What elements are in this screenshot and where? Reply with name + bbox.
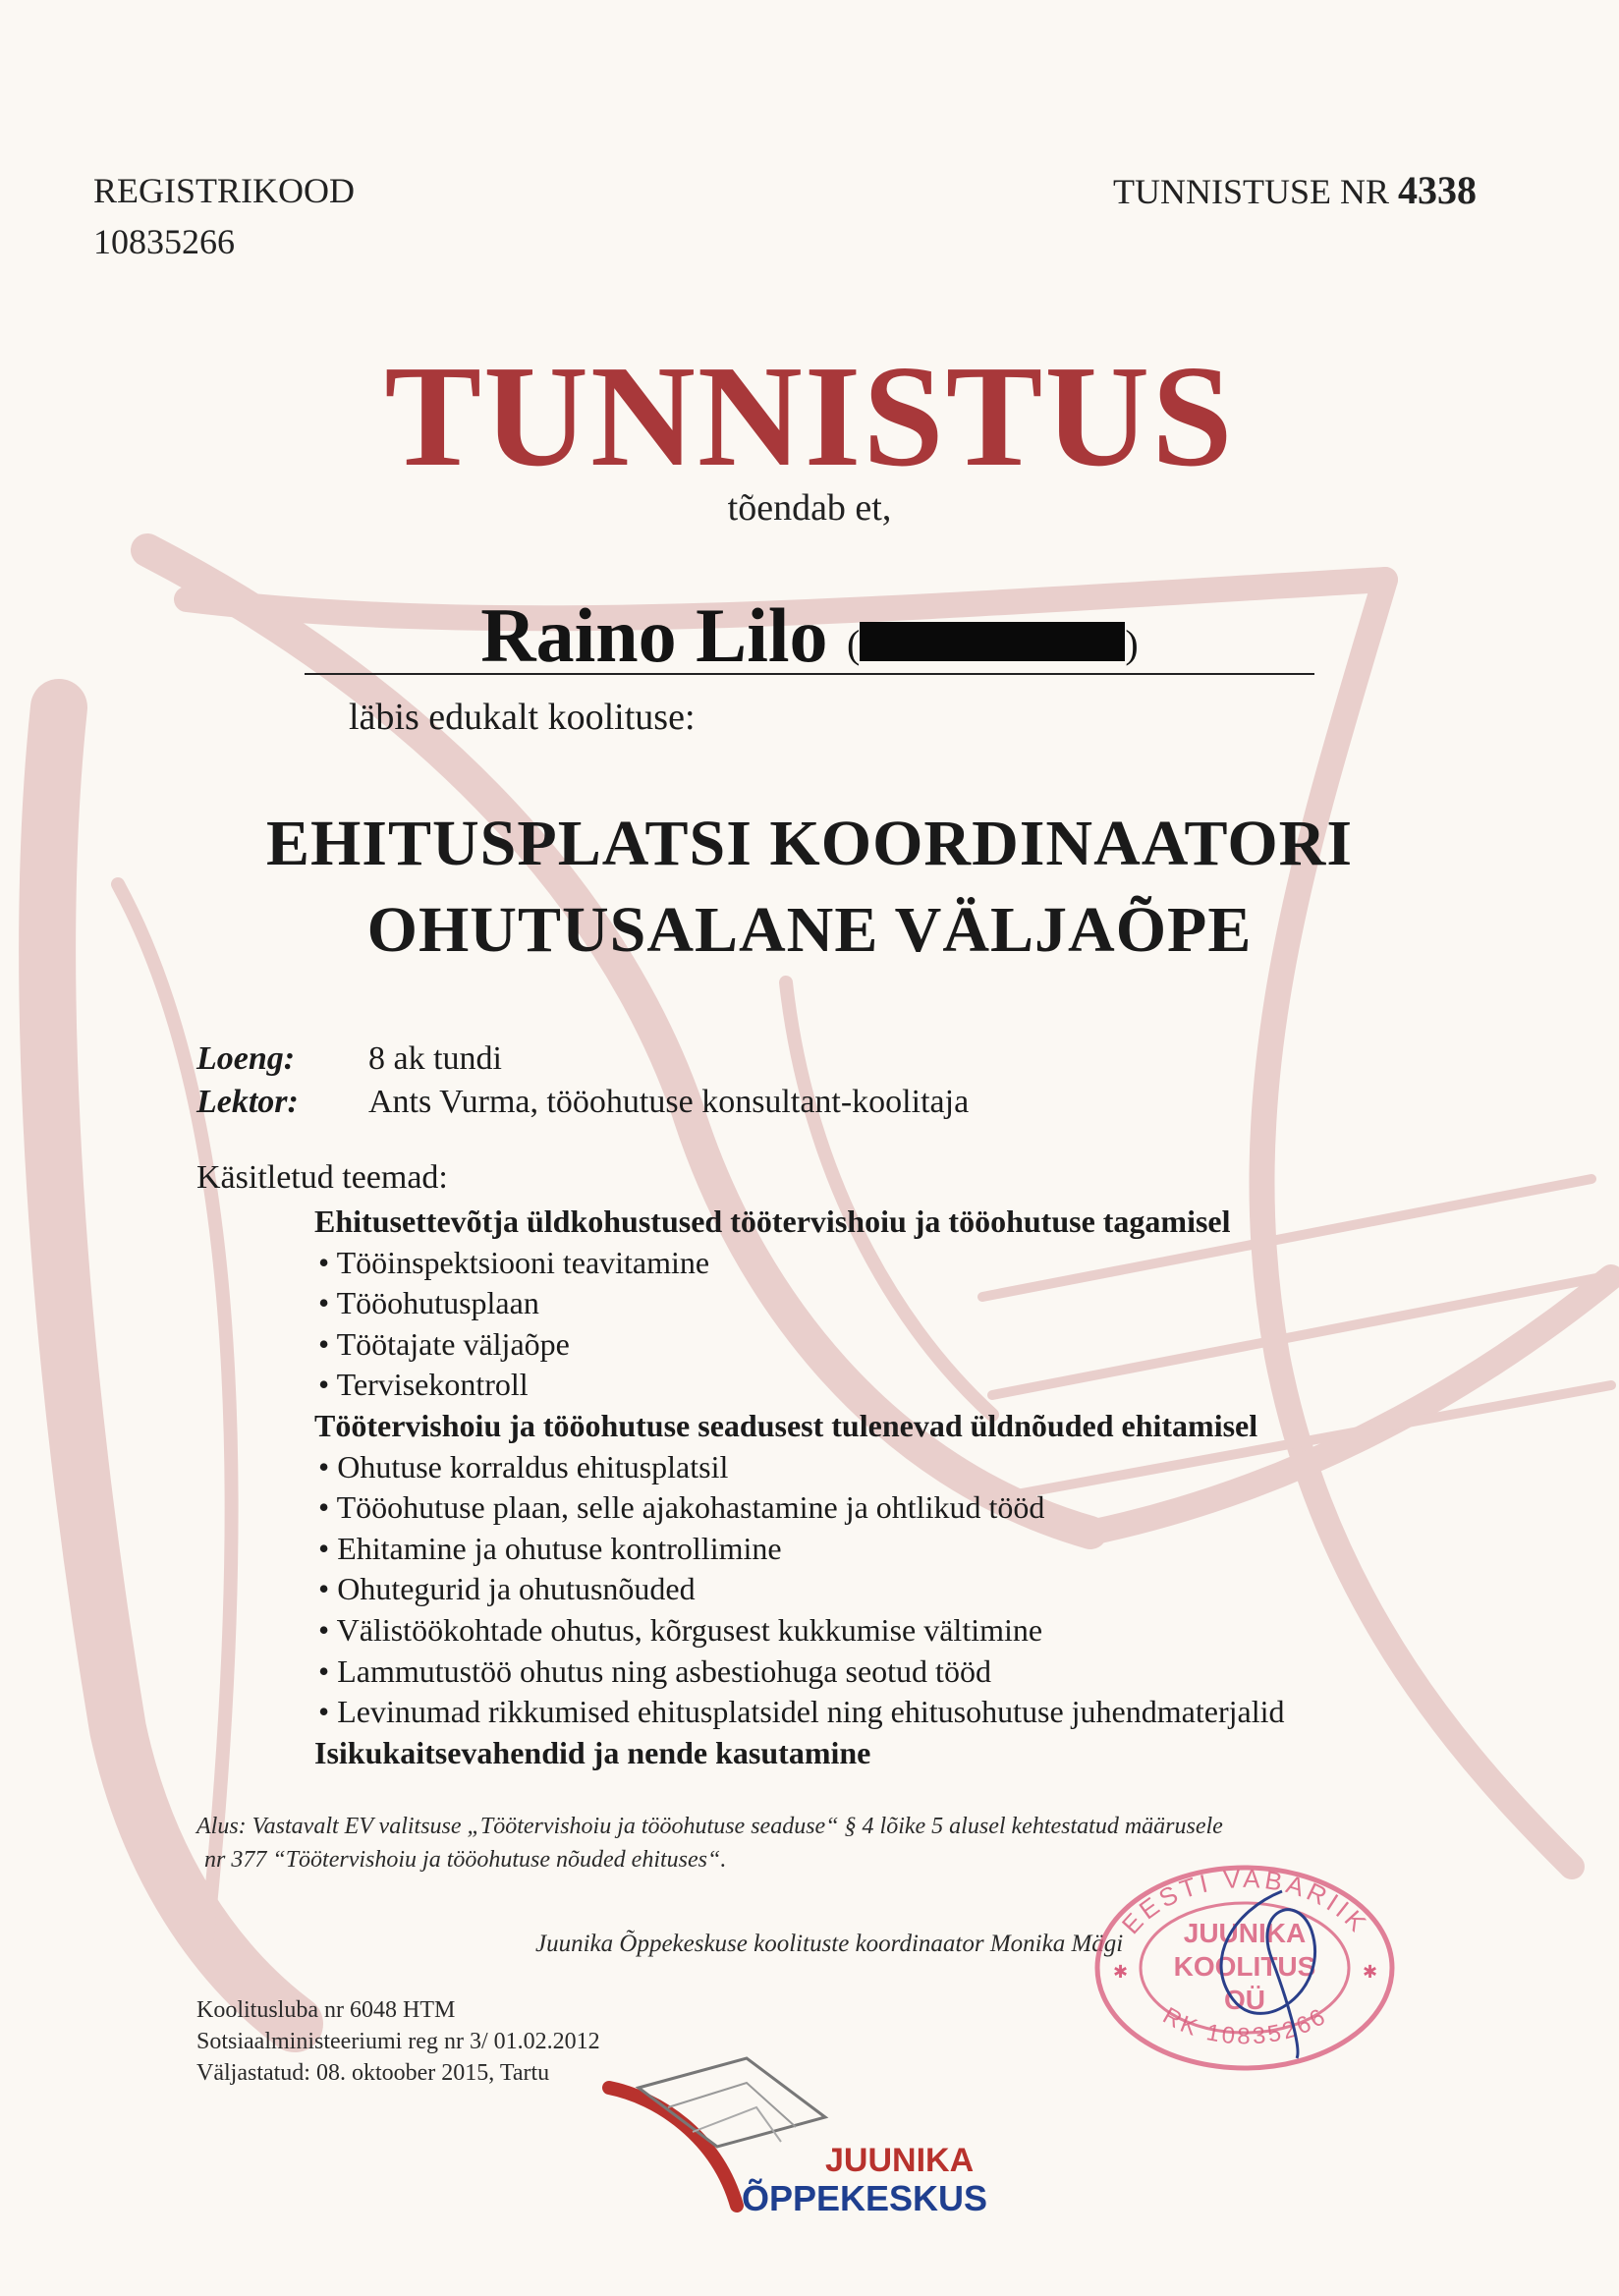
coordinator-signature-line: Juunika Õppekeskuse koolituste koordinaator Monika Mägi <box>535 1931 1124 1957</box>
lecture-value: 8 ak tundi <box>368 1040 502 1077</box>
certificate-subtitle: tõendab et, <box>727 487 892 529</box>
topic-item: • Tööinspektsiooni teavitamine <box>318 1244 710 1280</box>
topics-heading: Käsitletud teemad: <box>196 1159 448 1196</box>
personal-code: ( ) <box>847 622 1139 666</box>
redaction-bar <box>860 622 1125 661</box>
topic-heading: Isikukaitsevahendid ja nende kasutamine <box>314 1734 871 1770</box>
svg-text:EESTI VABARIIK: EESTI VABARIIK <box>1115 1863 1375 1940</box>
logo-text-line-1: JUUNIKA <box>825 2142 975 2179</box>
certificate-number-label: TUNNISTUSE NR <box>1112 172 1389 211</box>
lecturer-value: Ants Vurma, tööohutuse konsultant-koolitaja <box>368 1084 970 1120</box>
logo-text-line-2: ÕPPEKESKUS <box>742 2178 988 2218</box>
svg-text:RK 10835266: RK 10835266 <box>1157 2002 1333 2050</box>
topic-heading: Ehitusettevõtja üldkohustused töötervishoiu ja tööohutuse tagamisel <box>314 1204 1231 1239</box>
company-stamp <box>1086 1852 1405 2073</box>
certificate-number-block <box>1113 165 1477 217</box>
recipient-name: Raino Lilo <box>480 592 828 678</box>
svg-text:OÜ: OÜ <box>1224 1985 1265 2015</box>
course-details <box>196 1037 969 1124</box>
topic-item: • Ehitamine ja ohutuse kontrollimine <box>318 1530 782 1566</box>
topic-item: • Töötajate väljaõpe <box>318 1325 570 1362</box>
legal-basis-line-2: nr 377 “Töötervishoiu ja tööohutuse nõuded ehituses“. <box>204 1847 727 1873</box>
lecture-label: Loeng: <box>196 1040 296 1077</box>
topic-item: • Välistöökohtade ohutus, kõrgusest kukkumise vältimine <box>318 1611 1043 1648</box>
registry-label: REGISTRIKOOD <box>93 171 355 210</box>
course-title-line-1: EHITUSPLATSI KOORDINAATORI <box>265 808 1354 879</box>
topic-item: • Lammutustöö ohutus ning asbestiohuga seotud tööd <box>318 1652 991 1689</box>
topic-item: • Tervisekontroll <box>318 1367 529 1403</box>
recipient-name-block <box>305 592 1314 678</box>
course-title <box>0 801 1619 974</box>
passed-text: läbis edukalt koolituse: <box>349 697 696 738</box>
name-underline <box>305 673 1314 675</box>
topic-item: • Tööohutusplaan <box>318 1285 539 1321</box>
lecturer-label: Lektor: <box>196 1084 299 1120</box>
ministry-registration: Sotsiaalministeeriumi reg nr 3/ 01.02.2012 <box>196 2029 600 2054</box>
footer-info <box>196 1994 600 2089</box>
topic-item: • Tööohutuse plaan, selle ajakohastamine ja ohtlikud tööd <box>318 1489 1045 1526</box>
svg-text:JUUNIKA: JUUNIKA <box>1183 1918 1307 1948</box>
certificate-title: TUNNISTUS <box>384 336 1235 497</box>
legal-basis-line-1: Alus: Vastavalt EV valitsuse „Töötervishoiu ja tööohutuse seaduse“ § 4 lõike 5 alusel kehtestatud määrusele <box>196 1814 1223 1839</box>
svg-text:✱: ✱ <box>1363 1962 1378 1982</box>
issue-date: Väljastatud: 08. oktoober 2015, Tartu <box>196 2060 550 2086</box>
topic-item: • Ohutuse korraldus ehitusplatsil <box>318 1448 729 1484</box>
registry-code: 10835266 <box>93 222 235 261</box>
topic-item: • Levinumad rikkumised ehitusplatsidel ning ehitusohutuse juhendmaterjalid <box>318 1694 1285 1730</box>
certificate-number: 4338 <box>1398 168 1477 212</box>
registry-block <box>93 165 355 267</box>
license-number: Koolitusluba nr 6048 HTM <box>196 1997 456 2023</box>
topics-list <box>314 1202 1493 1773</box>
svg-text:✱: ✱ <box>1113 1962 1129 1982</box>
juunika-logo <box>599 2048 1022 2220</box>
topic-heading: Töötervishoiu ja tööohutuse seadusest tulenevad üldnõuded ehitamisel <box>314 1407 1258 1443</box>
topic-item: • Ohutegurid ja ohutusnõuded <box>318 1571 696 1607</box>
svg-text:KOOLITUS: KOOLITUS <box>1173 1951 1316 1982</box>
course-title-line-2: OHUTUSALANE VÄLJAÕPE <box>366 894 1253 966</box>
